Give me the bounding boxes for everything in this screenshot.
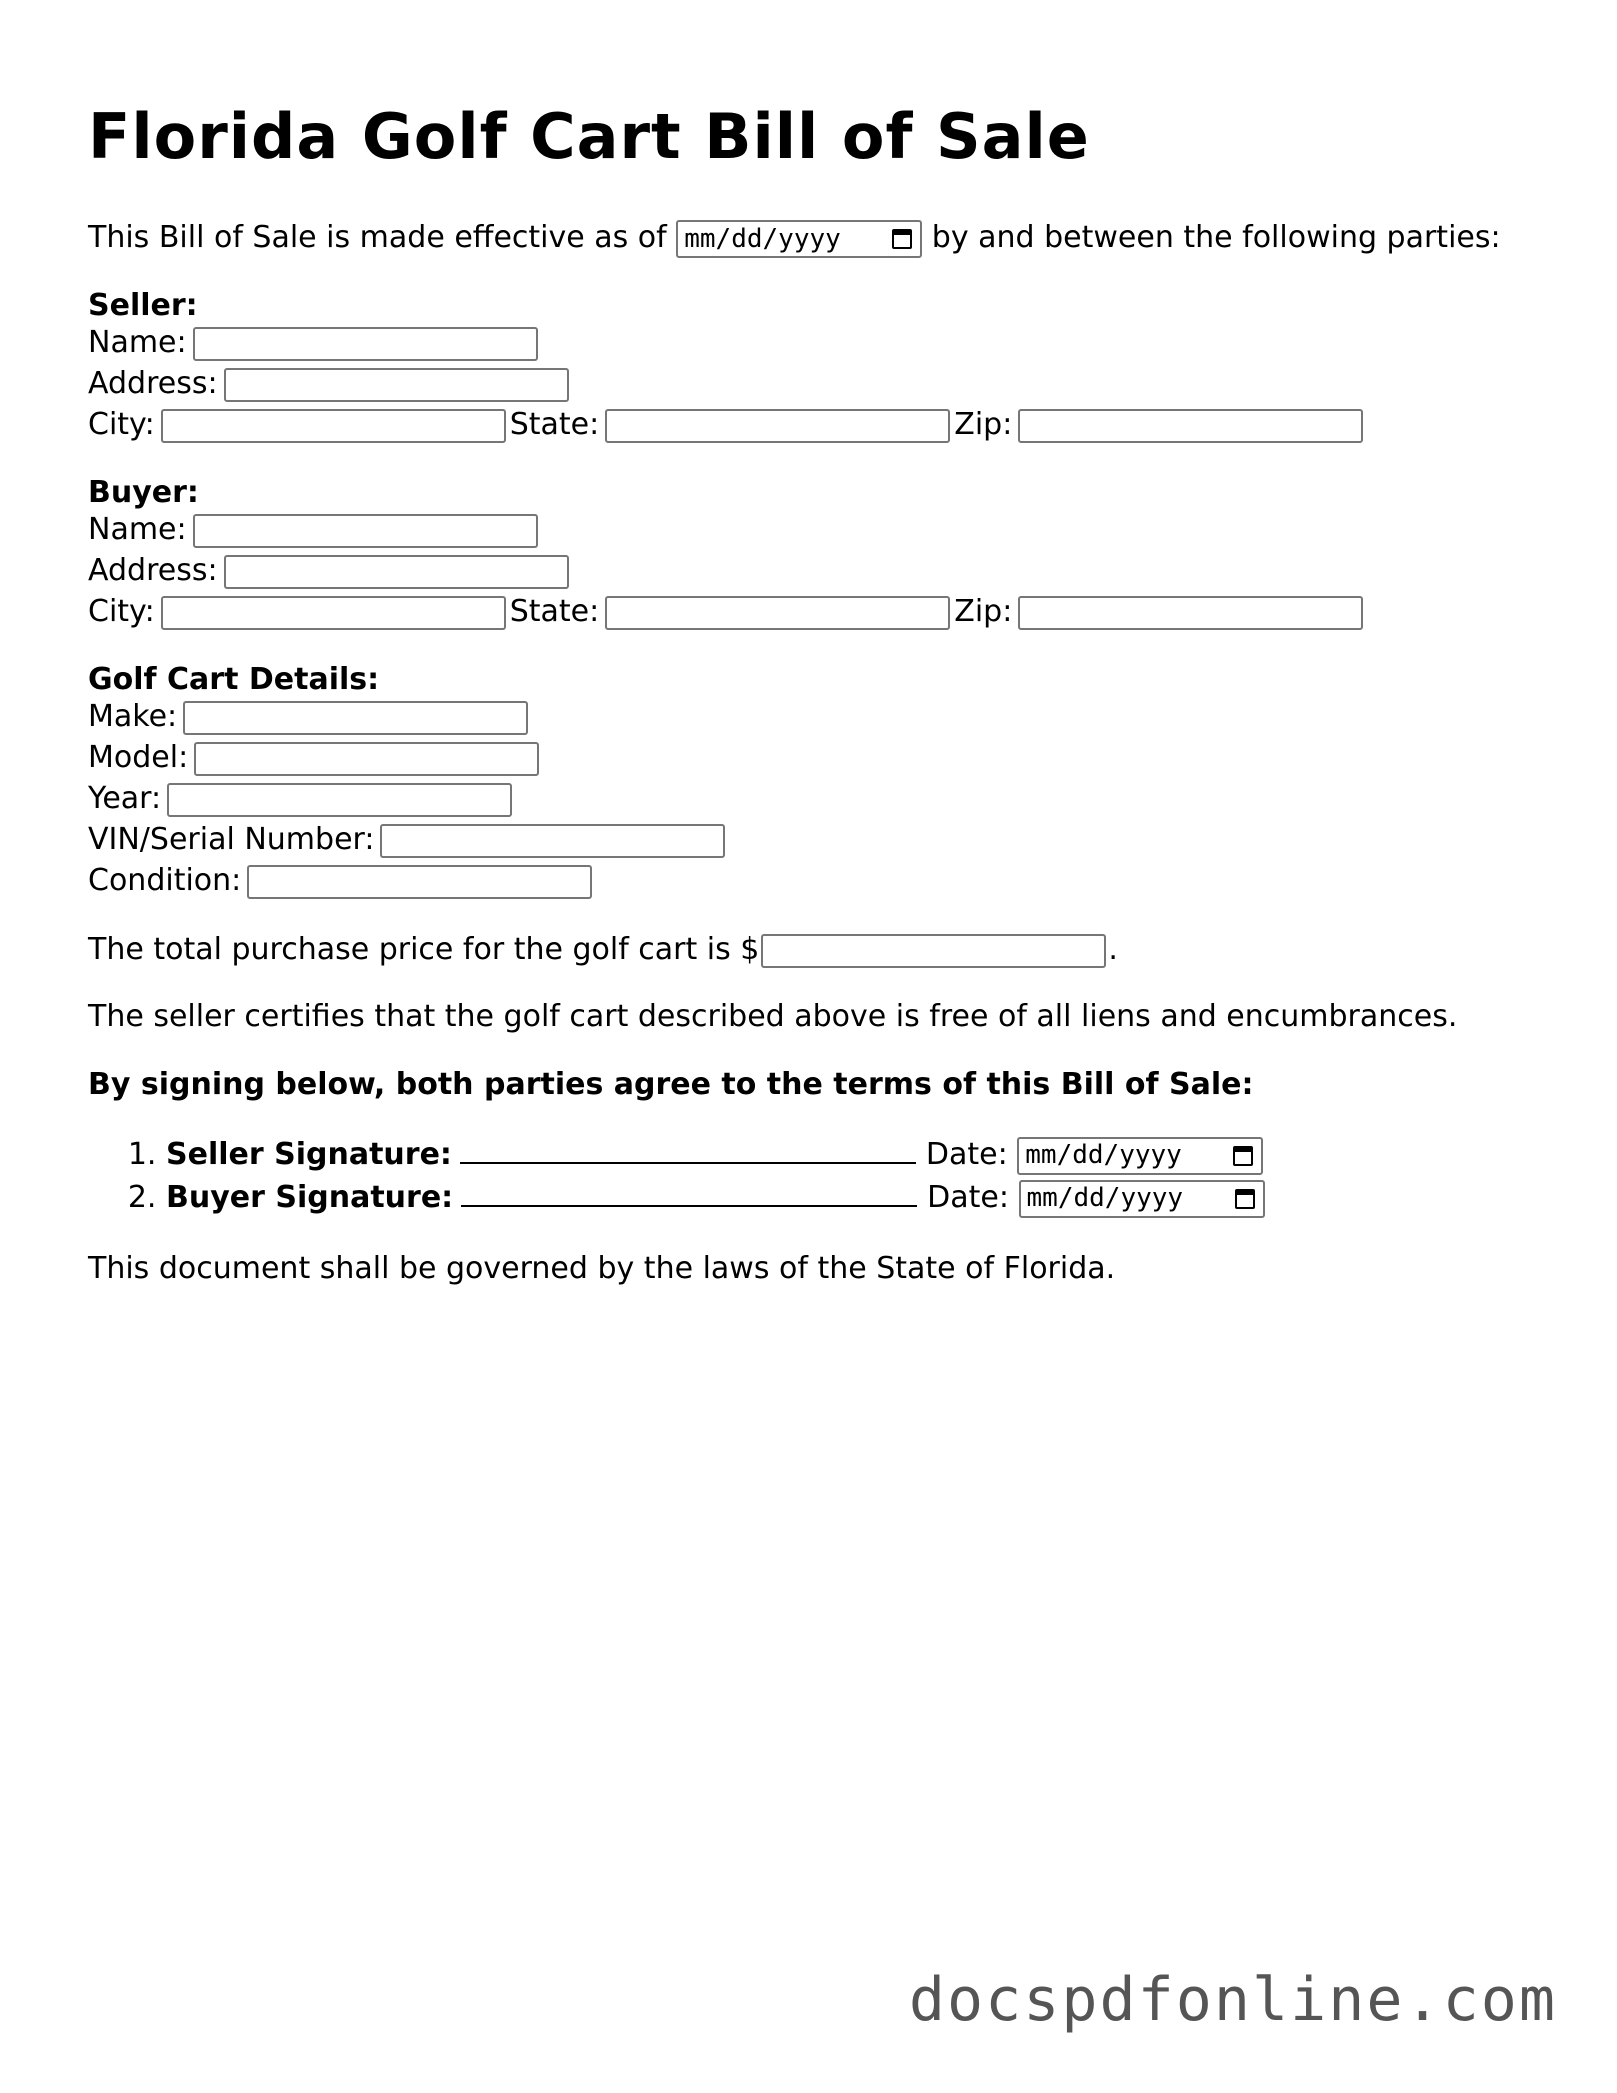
- buyer-date-placeholder: mm/dd/yyyy: [1026, 1183, 1184, 1214]
- governing-law-statement: This document shall be governed by the laws of the State of Florida.: [88, 1251, 1116, 1287]
- calendar-icon[interactable]: [1235, 1189, 1255, 1209]
- calendar-icon[interactable]: [892, 229, 912, 249]
- buyer-signature-label: Buyer Signature:: [166, 1180, 454, 1216]
- buyer-address-row: [88, 550, 1528, 591]
- buyer-signature-item: [166, 1176, 1528, 1219]
- cart-details-heading: Golf Cart Details:: [88, 662, 380, 698]
- seller-date-label: Date:: [925, 1137, 1008, 1173]
- seller-address-input[interactable]: [224, 368, 569, 402]
- cart-year-label: Year:: [88, 781, 162, 817]
- seller-name-label: Name:: [88, 325, 187, 361]
- seller-name-input[interactable]: [193, 327, 538, 361]
- intro-text-before: This Bill of Sale is made effective as of: [88, 220, 667, 256]
- agreement-statement: By signing below, both parties agree to the terms of this Bill of Sale:: [88, 1067, 1254, 1103]
- seller-date-placeholder: mm/dd/yyyy: [1025, 1140, 1182, 1171]
- seller-signature-item: [166, 1133, 1528, 1176]
- buyer-name-label: Name:: [88, 512, 187, 548]
- buyer-address-label: Address:: [88, 553, 218, 589]
- cart-condition-label: Condition:: [88, 863, 242, 899]
- purchase-price-input[interactable]: [761, 934, 1106, 968]
- seller-state-input[interactable]: [605, 409, 950, 443]
- page-title: Florida Golf Cart Bill of Sale: [88, 100, 1090, 173]
- seller-city-input[interactable]: [161, 409, 506, 443]
- calendar-icon[interactable]: [1233, 1146, 1253, 1166]
- buyer-city-input[interactable]: [161, 596, 506, 630]
- buyer-signature-line[interactable]: [461, 1179, 917, 1207]
- purchase-price-line: [88, 929, 1528, 970]
- buyer-state-input[interactable]: [605, 596, 950, 630]
- buyer-address-input[interactable]: [224, 555, 569, 589]
- seller-name-row: [88, 322, 1528, 363]
- buyer-state-label: State:: [509, 594, 600, 630]
- site-watermark: docspdfonline.com: [908, 1965, 1557, 2035]
- seller-section: [88, 290, 1528, 445]
- seller-city-row: [88, 404, 1528, 445]
- effective-date-placeholder: mm/dd/yyyy: [684, 223, 841, 254]
- purchase-price-period: .: [1108, 932, 1118, 968]
- cart-model-input[interactable]: [194, 742, 539, 776]
- signature-list: [88, 1133, 1528, 1219]
- seller-heading: Seller:: [88, 288, 198, 324]
- intro-text-after: by and between the following parties:: [931, 220, 1501, 256]
- cart-vin-input[interactable]: [380, 824, 725, 858]
- seller-city-label: City:: [88, 407, 155, 443]
- seller-state-label: State:: [509, 407, 600, 443]
- buyer-date-input[interactable]: [1019, 1180, 1265, 1218]
- buyer-heading: Buyer:: [88, 475, 199, 511]
- cart-year-row: [88, 778, 1528, 819]
- buyer-zip-label: Zip:: [954, 594, 1013, 630]
- cart-make-row: [88, 696, 1528, 737]
- buyer-section: [88, 477, 1528, 632]
- cart-condition-row: [88, 860, 1528, 901]
- seller-address-label: Address:: [88, 366, 218, 402]
- lien-certification: The seller certifies that the golf cart described above is free of all liens and encumbrances.: [88, 999, 1458, 1035]
- cart-model-label: Model:: [88, 740, 189, 776]
- purchase-price-text: The total purchase price for the golf cart is $: [88, 932, 760, 968]
- seller-address-row: [88, 363, 1528, 404]
- cart-vin-row: [88, 819, 1528, 860]
- cart-year-input[interactable]: [167, 783, 512, 817]
- buyer-city-label: City:: [88, 594, 155, 630]
- intro-paragraph: [88, 218, 1528, 258]
- cart-make-input[interactable]: [183, 701, 528, 735]
- seller-zip-label: Zip:: [954, 407, 1013, 443]
- seller-signature-line[interactable]: [460, 1136, 916, 1164]
- buyer-date-label: Date:: [927, 1180, 1009, 1216]
- seller-signature-label: Seller Signature:: [166, 1137, 452, 1173]
- cart-model-row: [88, 737, 1528, 778]
- buyer-name-row: [88, 509, 1528, 550]
- cart-vin-label: VIN/Serial Number:: [88, 822, 375, 858]
- buyer-zip-input[interactable]: [1018, 596, 1363, 630]
- cart-make-label: Make:: [88, 699, 178, 735]
- cart-details-section: [88, 664, 1528, 901]
- bill-of-sale-form: [88, 100, 1528, 1289]
- seller-zip-input[interactable]: [1018, 409, 1363, 443]
- seller-date-input[interactable]: [1017, 1137, 1263, 1175]
- effective-date-input[interactable]: [676, 220, 922, 258]
- buyer-city-row: [88, 591, 1528, 632]
- buyer-name-input[interactable]: [193, 514, 538, 548]
- cart-condition-input[interactable]: [247, 865, 592, 899]
